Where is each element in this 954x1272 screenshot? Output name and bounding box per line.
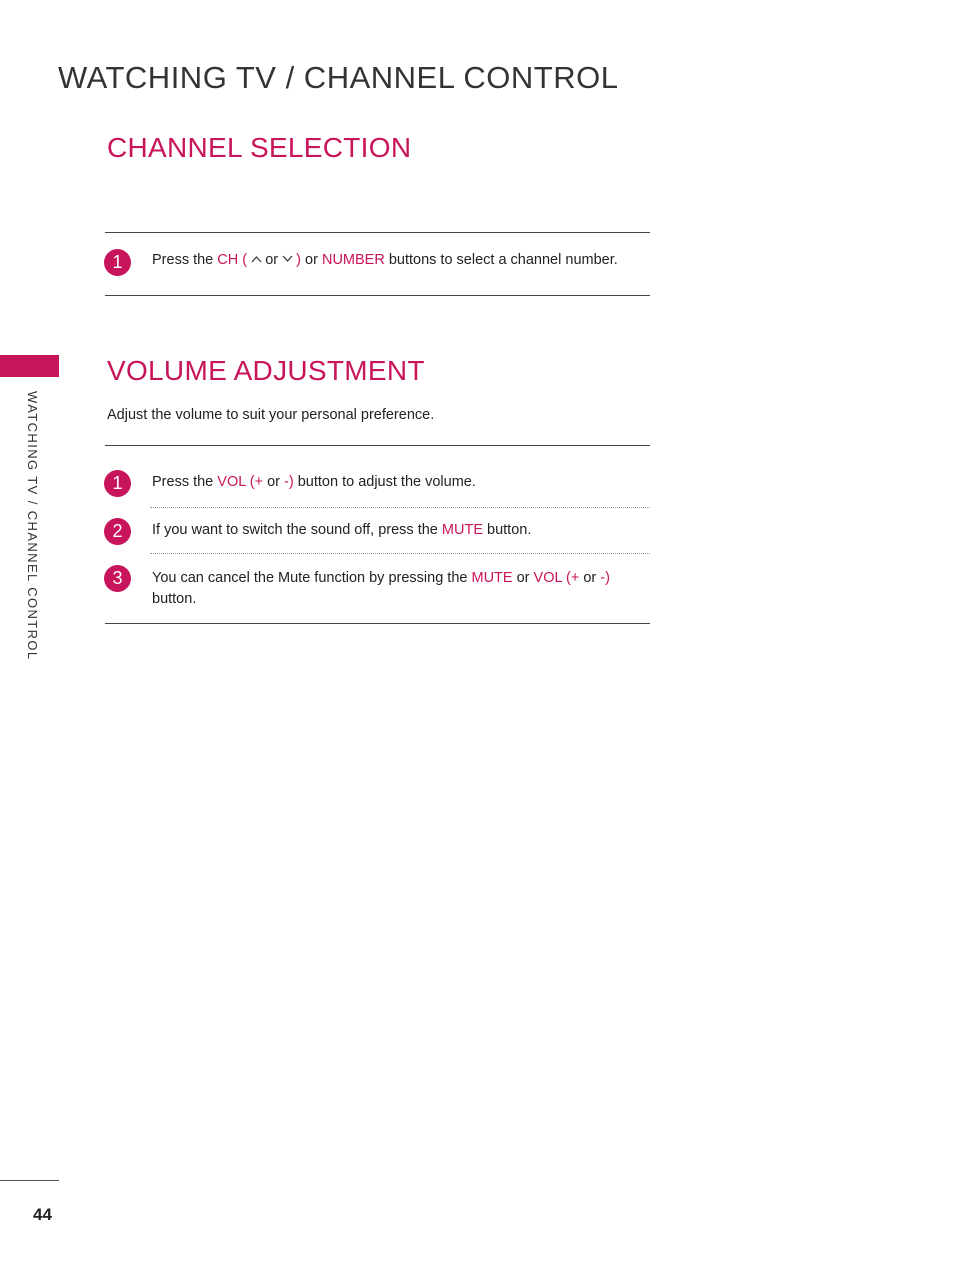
page-title: WATCHING TV / CHANNEL CONTROL [58, 60, 619, 95]
vol-plus-key-label: VOL (+ [533, 570, 580, 586]
step-text: or [579, 570, 601, 586]
step-text: button to adjust the volume. [293, 474, 476, 490]
step-text: button. [152, 591, 197, 607]
side-tab-label: WATCHING TV / CHANNEL CONTROL [25, 391, 40, 661]
step-text: Press the [152, 474, 218, 490]
vol-plus-key-label: VOL (+ [217, 474, 264, 490]
ch-key-label: CH ( [217, 252, 248, 268]
step-text: or [512, 570, 534, 586]
step-text: button. [483, 522, 532, 538]
volume-intro-text: Adjust the volume to suit your personal preference. [107, 407, 435, 423]
channel-step-1-text [152, 250, 618, 272]
footer-divider [0, 1180, 59, 1181]
step-text: buttons to select a channel number. [384, 252, 618, 268]
number-key-label: NUMBER [321, 252, 385, 268]
section-divider [105, 623, 650, 624]
step-text: Press the [152, 252, 218, 268]
volume-step-2-text [152, 520, 531, 541]
volume-step-1-text [152, 472, 476, 493]
channel-selection-title: CHANNEL SELECTION [107, 132, 412, 163]
step-number-badge: 3 [104, 565, 131, 592]
step-number-badge: 1 [104, 249, 131, 276]
step-text: or [265, 252, 283, 268]
section-divider [105, 445, 650, 446]
mute-key-label: MUTE [441, 522, 483, 538]
section-divider [105, 232, 650, 233]
section-divider [105, 295, 650, 296]
step-text: or [301, 252, 322, 268]
step-divider [150, 507, 650, 508]
ch-key-close: ) [296, 252, 302, 268]
step-divider [150, 553, 650, 554]
step-number-badge: 1 [104, 470, 131, 497]
vol-minus-key-label: -) [600, 570, 610, 586]
side-tab-marker [0, 355, 59, 377]
step-text: If you want to switch the sound off, press the [152, 522, 442, 538]
page-number: 44 [33, 1205, 52, 1224]
mute-key-label: MUTE [471, 570, 513, 586]
chevron-up-icon [251, 255, 265, 267]
step-text: or [263, 474, 285, 490]
step-text: You can cancel the Mute function by pressing the [152, 570, 472, 586]
step-number-badge: 2 [104, 518, 131, 545]
chevron-down-icon [282, 255, 296, 267]
volume-adjustment-title: VOLUME ADJUSTMENT [107, 355, 425, 386]
volume-step-3-text [152, 568, 644, 610]
vol-minus-key-label: -) [284, 474, 294, 490]
